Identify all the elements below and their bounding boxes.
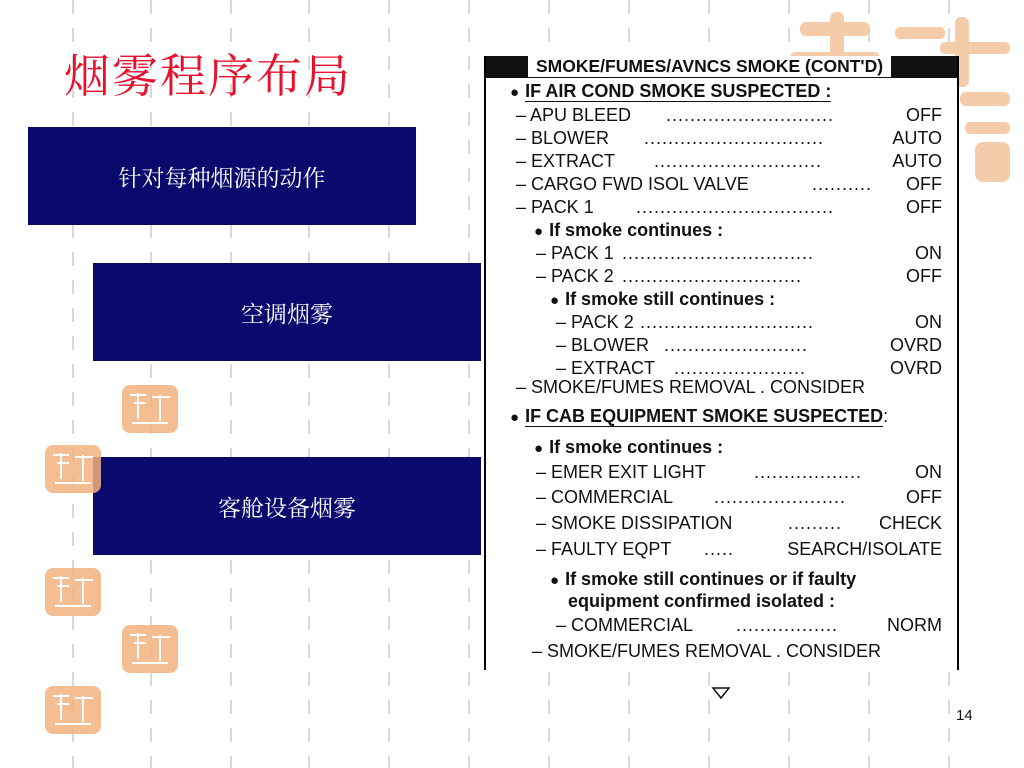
checklist-item: – PACK 2 ............................. ON	[556, 312, 942, 332]
checklist-item: – SMOKE DISSIPATION ......... CHECK	[536, 513, 942, 533]
checklist-item: – BLOWER ........................ OVRD	[556, 335, 942, 355]
if-smoke-continues-label: ● If smoke continues :	[534, 220, 724, 240]
bullet-icon: ●	[550, 572, 560, 589]
checklist-item: – CARGO FWD ISOL VALVE .......... OFF	[516, 174, 942, 194]
checklist-item: – EXTRACT ............................ AUTO	[516, 151, 942, 171]
box-label: 空调烟雾	[241, 301, 333, 328]
cab-equipment-heading: ● IF CAB EQUIPMENT SMOKE SUSPECTED:	[510, 406, 889, 426]
checklist-item: – EMER EXIT LIGHT .................. ON	[536, 462, 942, 482]
checklist-item: – BLOWER .............................. AUTO	[516, 128, 942, 148]
seal-stamp-icon	[45, 568, 101, 616]
checklist-header: SMOKE/FUMES/AVNCS SMOKE (CONT'D)	[486, 56, 957, 78]
checklist-item: – COMMERCIAL ...................... OFF	[536, 487, 942, 507]
box-label: 客舱设备烟雾	[218, 495, 356, 522]
continue-arrow-icon	[711, 686, 731, 700]
seal-stamp-icon	[122, 385, 178, 433]
page-number: 14	[956, 707, 973, 724]
air-cond-heading: ● IF AIR COND SMOKE SUSPECTED :	[510, 81, 832, 101]
if-smoke-still-or-faulty-label: ● If smoke still continues or if faulty	[550, 569, 857, 589]
checklist-item: – PACK 2 .............................. OFF	[536, 266, 942, 286]
seal-stamp-icon	[122, 625, 178, 673]
checklist-item: – COMMERCIAL ................. NORM	[556, 615, 942, 635]
bullet-icon: ●	[534, 223, 544, 240]
checklist-document	[484, 56, 959, 670]
slide-title: 烟雾程序布局	[64, 49, 352, 103]
checklist-item: – EXTRACT ...................... OVRD	[556, 358, 942, 378]
smoke-removal-line: – SMOKE/FUMES REMOVAL . CONSIDER	[516, 377, 866, 397]
box-air-cond-smoke	[93, 263, 481, 361]
checklist-item: – PACK 1 ................................ ON	[536, 243, 942, 263]
smoke-removal-line: – SMOKE/FUMES REMOVAL . CONSIDER	[532, 641, 882, 661]
checklist-item: – PACK 1 ................................. OFF	[516, 197, 942, 217]
checklist-item: – APU BLEED ............................ OFF	[516, 105, 942, 125]
box-cabin-equipment-smoke	[93, 457, 481, 555]
seal-stamp-icon	[45, 445, 101, 493]
if-smoke-still-or-faulty-label-line2: equipment confirmed isolated :	[568, 591, 836, 611]
seal-stamp-icon	[45, 686, 101, 734]
bullet-icon: ●	[510, 84, 520, 101]
if-smoke-continues-label: ● If smoke continues :	[534, 437, 724, 457]
bullet-icon: ●	[550, 292, 560, 309]
bullet-icon: ●	[510, 409, 520, 426]
if-smoke-still-continues-label: ● If smoke still continues :	[550, 289, 776, 309]
box-label: 针对每种烟源的动作	[118, 165, 326, 192]
box-actions-per-source	[28, 127, 416, 225]
bullet-icon: ●	[534, 440, 544, 457]
checklist-item: – FAULTY EQPT ..... SEARCH/ISOLATE	[536, 539, 942, 559]
